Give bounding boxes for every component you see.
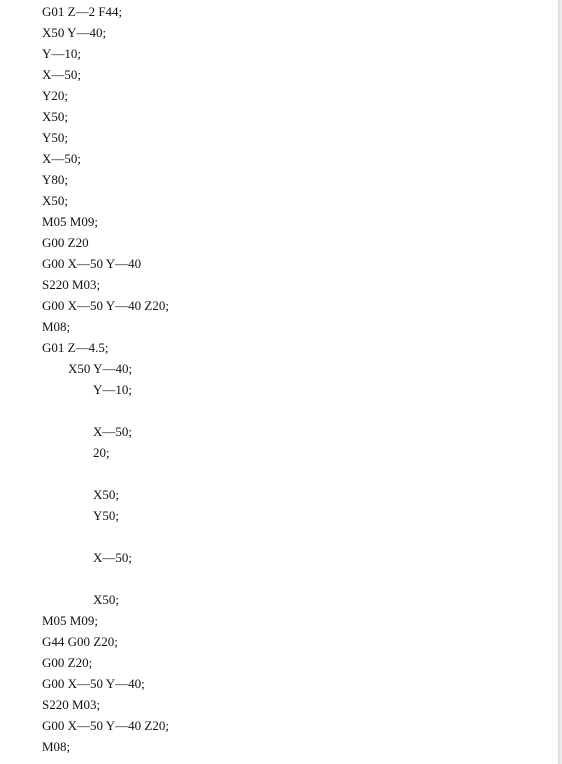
- code-line: G00 X—50 Y—40;: [42, 676, 145, 691]
- code-line: Y—10;: [93, 382, 132, 397]
- code-line: Y20;: [42, 88, 68, 103]
- code-line: G44 G00 Z20;: [42, 634, 118, 649]
- code-line: X50;: [93, 487, 119, 502]
- code-line: G00 X—50 Y—40 Z20;: [42, 718, 169, 733]
- code-line: X50;: [42, 109, 68, 124]
- code-line: 20;: [93, 445, 110, 460]
- code-line: G00 Z20;: [42, 655, 93, 670]
- code-line: Y—10;: [42, 46, 81, 61]
- code-line: M08;: [42, 739, 71, 754]
- code-line: S220 M03;: [42, 277, 101, 292]
- code-line: X50 Y—40;: [68, 361, 133, 376]
- code-line: X—50;: [42, 151, 81, 166]
- code-line: X—50;: [42, 67, 81, 82]
- code-line: S220 M03;: [42, 697, 101, 712]
- blank-line: [0, 568, 169, 589]
- gcode-listing: [0, 1, 169, 757]
- code-line: X50;: [42, 193, 68, 208]
- blank-line: [0, 400, 169, 421]
- code-line: Y50;: [42, 130, 68, 145]
- code-line: M08;: [42, 319, 71, 334]
- code-line: X50 Y—40;: [42, 25, 107, 40]
- page-edge-shadow: [558, 0, 562, 764]
- code-line: X—50;: [93, 550, 132, 565]
- code-line: G01 Z—4.5;: [42, 340, 109, 355]
- code-line: G00 X—50 Y—40 Z20;: [42, 298, 169, 313]
- code-line: G00 X—50 Y—40: [42, 256, 142, 271]
- code-line: X—50;: [93, 424, 132, 439]
- blank-line: [0, 463, 169, 484]
- code-line: M05 M09;: [42, 214, 98, 229]
- code-line: Y80;: [42, 172, 68, 187]
- code-line: X50;: [93, 592, 119, 607]
- code-line: M05 M09;: [42, 613, 98, 628]
- code-line: Y50;: [93, 508, 119, 523]
- code-line: G00 Z20: [42, 235, 89, 250]
- code-line: G01 Z—2 F44;: [42, 4, 123, 19]
- blank-line: [0, 526, 169, 547]
